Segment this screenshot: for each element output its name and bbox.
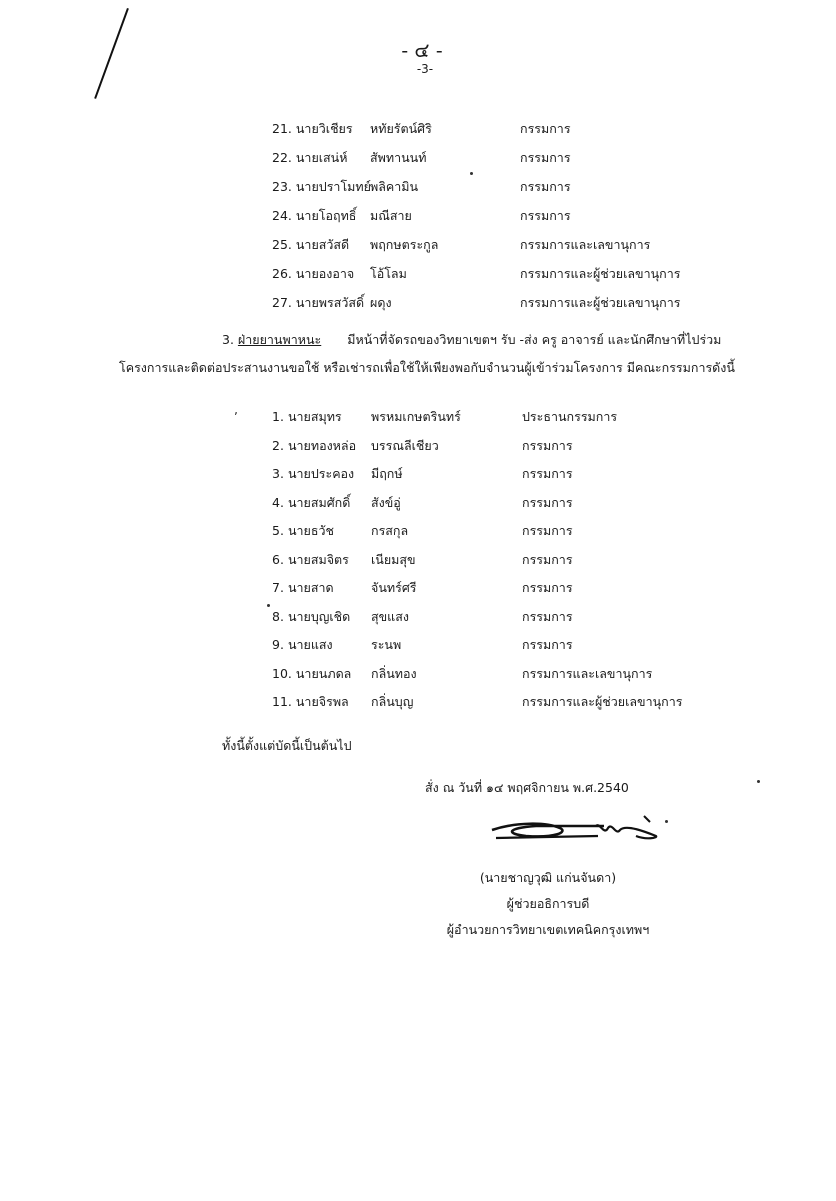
member-number: 4.	[272, 494, 284, 510]
member-row	[272, 292, 712, 314]
member-first-name: นายแสง	[287, 637, 333, 652]
tick-mark: ʼ	[234, 410, 238, 424]
member-row	[272, 176, 712, 198]
member-number-and-first-name	[272, 463, 354, 485]
member-role: กรรมการ	[522, 551, 573, 567]
member-number-and-first-name	[272, 263, 354, 285]
member-first-name: นายเสน่ห์	[295, 150, 348, 165]
section-description-line2: โครงการและติดต่อประสานงานขอใช้ หรือเช่ารถเพื่อใช้ให้เพียงพอกับจำนวนผู้เข้าร่วมโครงการ มีคณะกรรมการดังนี้	[119, 360, 735, 375]
member-row	[272, 520, 712, 542]
member-number-and-first-name	[272, 606, 350, 628]
member-role: กรรมการและเลขานุการ	[522, 665, 653, 681]
member-first-name: นายธวัช	[287, 523, 334, 538]
member-last-name: โอ้โลม	[370, 266, 407, 281]
member-last-name: มีฤกษ์	[371, 466, 403, 481]
member-last-name: กลิ่นทอง	[371, 665, 417, 681]
member-first-name: นายประคอง	[287, 466, 355, 481]
member-row	[272, 463, 712, 485]
section-3-first-line	[222, 330, 721, 350]
member-first-name: นายนภดล	[295, 665, 352, 681]
member-role: กรรมการและเลขานุการ	[520, 237, 651, 252]
member-role: กรรมการ	[522, 494, 573, 510]
member-last-name: บรรณลีเชียว	[371, 437, 439, 453]
member-number: 8.	[272, 608, 284, 624]
signer-name: (นายชาญวุฒิ แก่นจันดา)	[479, 870, 617, 885]
member-row	[272, 147, 712, 169]
member-number-and-first-name	[272, 435, 356, 457]
member-last-name: หทัยรัตน์ศิริ	[370, 121, 432, 136]
member-number: 26.	[272, 266, 292, 281]
member-row	[272, 634, 712, 656]
member-number-and-first-name	[272, 691, 349, 713]
member-row	[272, 263, 712, 285]
member-role: กรรมการ	[520, 150, 571, 165]
member-number: 27.	[272, 295, 292, 310]
member-number-and-first-name	[272, 147, 347, 169]
member-last-name: กลิ่นบุญ	[371, 694, 414, 709]
member-last-name: พฤกษตระกูล	[370, 237, 439, 252]
member-number-and-first-name	[272, 577, 334, 599]
member-last-name: มณีสาย	[370, 208, 412, 223]
member-row	[272, 549, 712, 571]
member-last-name: สุขแสง	[371, 608, 409, 624]
member-first-name: นายพรสวัสดิ์	[295, 295, 365, 310]
member-role: กรรมการ	[522, 437, 573, 453]
member-role: กรรมการ	[522, 580, 573, 595]
member-last-name: จันทร์ศรี	[371, 580, 417, 595]
member-first-name: นายสาด	[287, 580, 334, 595]
speck	[757, 780, 760, 783]
member-row	[272, 606, 712, 628]
member-row	[272, 435, 712, 457]
member-role: กรรมการ	[520, 179, 571, 194]
member-number-and-first-name	[272, 234, 349, 256]
member-first-name: นายทองหล่อ	[287, 437, 357, 453]
member-first-name: นายจิรพล	[295, 694, 349, 709]
member-number: 24.	[272, 208, 292, 223]
member-number: 23.	[272, 179, 292, 194]
member-first-name: นายองอาจ	[295, 266, 355, 281]
member-first-name: นายปราโมทย์	[295, 179, 371, 194]
member-role: กรรมการ	[522, 637, 573, 652]
member-row	[272, 205, 712, 227]
member-row	[272, 691, 712, 713]
member-first-name: นายโอฤทธิ์	[295, 208, 357, 223]
member-last-name: พลิคามิน	[370, 179, 419, 194]
member-first-name: นายสวัสดี	[295, 237, 350, 252]
member-row	[272, 406, 712, 428]
member-number: 9.	[272, 637, 284, 652]
member-last-name: กรสกุล	[371, 523, 409, 538]
member-number: 25.	[272, 237, 292, 252]
member-number-and-first-name	[272, 634, 333, 656]
member-role: กรรมการ	[522, 608, 573, 624]
member-role: กรรมการ	[522, 466, 573, 481]
section-number: 3.	[222, 332, 234, 347]
signature-image	[486, 812, 666, 852]
member-role: กรรมการ	[520, 121, 571, 136]
member-number-and-first-name	[272, 492, 350, 514]
member-last-name: ผดุง	[370, 295, 392, 310]
member-number-and-first-name	[272, 549, 349, 571]
printed-page-number: -3-	[416, 62, 434, 76]
member-number: 5.	[272, 523, 284, 538]
member-number: 21.	[272, 121, 292, 136]
member-number: 1.	[272, 409, 284, 424]
member-role: ประธานกรรมการ	[522, 409, 618, 424]
signer-title-2: ผู้อำนวยการวิทยาเขตเทคนิคกรุงเทพฯ	[446, 922, 650, 937]
member-role: กรรมการ	[520, 208, 571, 223]
member-role: กรรมการและผู้ช่วยเลขานุการ	[522, 694, 683, 709]
member-number-and-first-name	[272, 406, 342, 428]
member-number-and-first-name	[272, 118, 353, 140]
order-date: สั่ง ณ วันที่ ๑๔ พฤศจิกายน พ.ศ.2540	[425, 780, 629, 795]
member-number: 6.	[272, 551, 284, 567]
member-number: 2.	[272, 437, 284, 453]
member-last-name: พรหมเกษตรินทร์	[371, 409, 461, 424]
section-heading: ฝ่ายยานพาหนะ	[237, 332, 322, 347]
member-number-and-first-name	[272, 663, 351, 685]
member-last-name: ระนพ	[371, 637, 402, 652]
member-role: กรรมการและผู้ช่วยเลขานุการ	[520, 295, 681, 310]
speck	[267, 604, 270, 607]
member-first-name: นายบุญเชิด	[287, 608, 351, 624]
member-row	[272, 663, 712, 685]
member-number: 11.	[272, 694, 292, 709]
member-number: 3.	[272, 466, 284, 481]
section-description-line1: มีหน้าที่จัดรถของวิทยาเขตฯ รับ -ส่ง ครู อาจารย์ และนักศึกษาที่ไปร่วม	[347, 332, 722, 347]
member-row	[272, 234, 712, 256]
handwritten-page-number: - ๔ -	[401, 38, 443, 62]
handwritten-slash-mark	[94, 8, 129, 99]
member-first-name: นายวิเชียร	[295, 121, 353, 136]
member-number: 10.	[272, 665, 292, 681]
member-number-and-first-name	[272, 176, 371, 198]
member-last-name: สัพทานนท์	[370, 150, 427, 165]
member-first-name: นายสมศักดิ์	[287, 494, 351, 510]
member-number: 22.	[272, 150, 292, 165]
member-row	[272, 577, 712, 599]
member-role: กรรมการและผู้ช่วยเลขานุการ	[520, 266, 681, 281]
member-role: กรรมการ	[522, 523, 573, 538]
member-last-name: เนียมสุข	[371, 551, 416, 567]
member-number-and-first-name	[272, 205, 356, 227]
member-number: 7.	[272, 580, 284, 595]
member-number-and-first-name	[272, 292, 364, 314]
member-number-and-first-name	[272, 520, 334, 542]
signer-title-1: ผู้ช่วยอธิการบดี	[506, 896, 590, 911]
speck	[665, 820, 668, 823]
member-first-name: นายสมุทร	[287, 409, 342, 424]
effective-statement: ทั้งนี้ตั้งแต่บัดนี้เป็นต้นไป	[222, 738, 352, 753]
member-first-name: นายสมจิตร	[287, 551, 349, 567]
member-row	[272, 118, 712, 140]
member-row	[272, 492, 712, 514]
member-last-name: สังข์อู่	[371, 494, 401, 510]
speck	[470, 172, 473, 175]
